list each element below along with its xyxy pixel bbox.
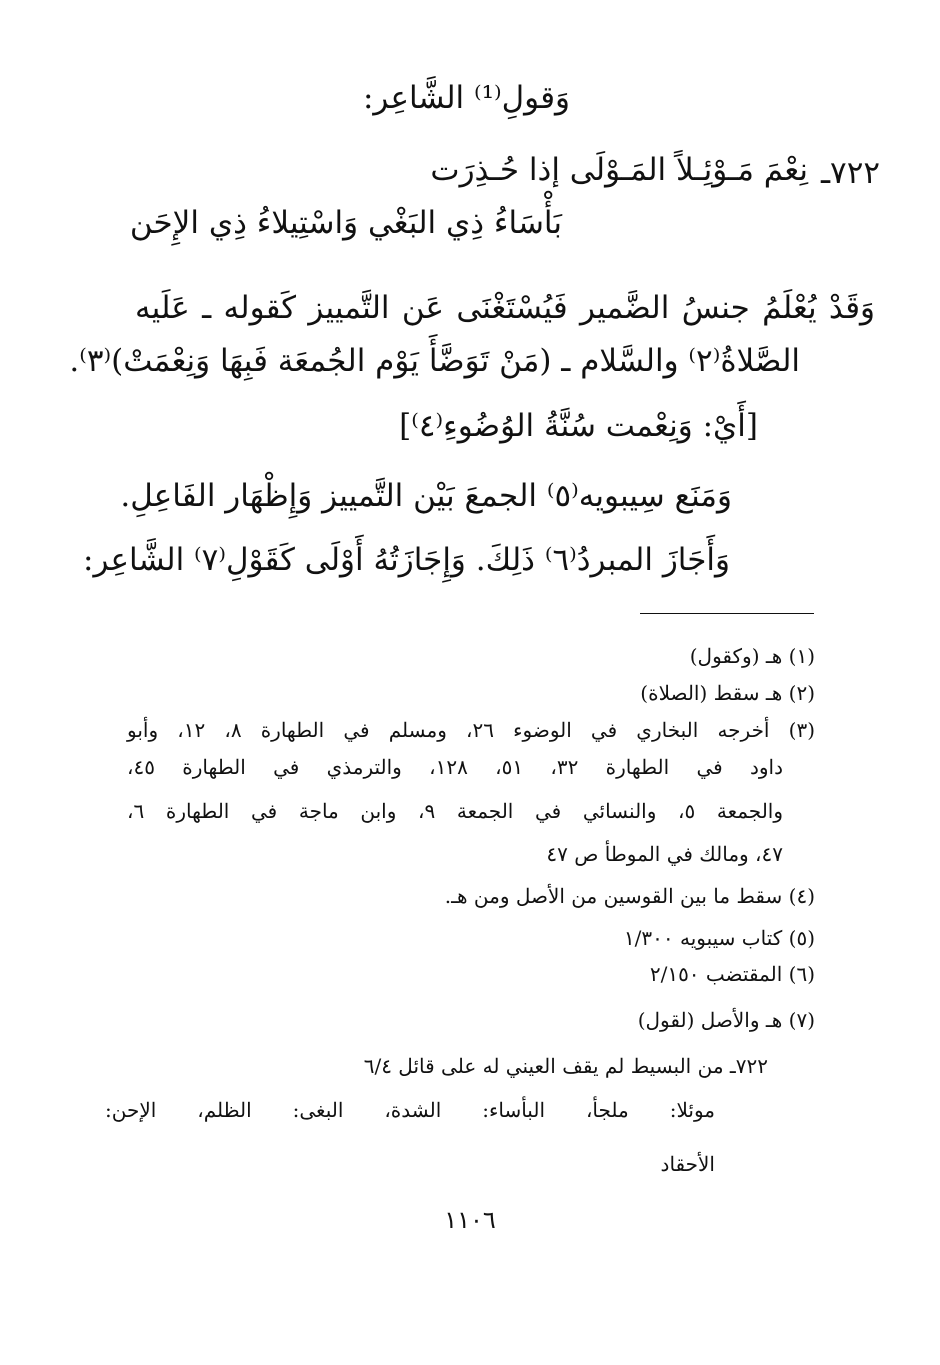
page-number: ١١٠٦ [444,1206,496,1234]
footnote-3-line-3: والجمعة ٥، والنسائي في الجمعة ٩، وابن ماجة في الطهارة ٦، [127,799,784,823]
paragraph-1-line-1: وَقَدْ يُعْلَمُ جنسُ الضَّمير فَيُسْتَغْنَى عَن التَّمييز كَقوله ـ عَلَيه [135,290,875,326]
paragraph-3: وَأَجَازَ المبردُ⁽٦⁾ ذَلِكَ. وَإِجَازَتُهُ أَوْلَى كَقَوْلِ⁽٧⁾ الشَّاعِر: [83,542,730,578]
verse-note-line-1: ٧٢٢ـ من البسيط لم يقف العيني له على قائل ٦/٤ [363,1054,768,1078]
footnote-7: (٧) هـ والأصل (لقول) [637,1008,815,1032]
paragraph-2: وَمَنَع سِيبويه⁽٥⁾ الجمعَ بَيْن التَّمييز وَإِظْهَار الفَاعِلِ. [120,478,732,514]
verse-hemistich-1: نِعْمَ مَـوْئِـلاً المَـوْلَى إذا حُـذِرَت [430,152,808,188]
intro-line: وَقولِ⁽¹⁾ الشَّاعِر: [362,80,570,116]
footnote-4: (٤) سقط ما بين القوسين من الأصل ومن هـ. [444,884,815,908]
footnote-3-line-1: (٣) أخرجه البخاري في الوضوء ٢٦، ومسلم في الطهارة ٨، ١٢، وأبو [127,718,816,742]
footnote-separator [640,613,814,614]
footnote-3-line-4: ٤٧، ومالك في الموطأ ص ٤٧ [546,842,783,866]
footnote-6: (٦) المقتضب ٢/١٥٠ [649,962,815,986]
footnote-1: (١) هـ (وكقول) [689,644,815,668]
footnote-3-line-2: داود في الطهارة ٣٢، ٥١، ١٢٨، والترمذي في الطهارة ٤٥، [127,755,784,779]
verse-hemistich-2: بَأْسَاءُ ذِي البَغْي وَاسْتِيلاءُ ذِي الإِحَن [129,205,562,241]
paragraph-1-line-3: [أَيْ: وَنِعْمت سُنَّةُ الوُضُوءِ⁽٤⁾] [399,408,758,444]
paragraph-1-line-2: الصَّلاةُ⁽٢⁾ والسَّلام ـ (مَنْ تَوَضَّأَ يَوْم الجُمعَة فَبِهَا وَنِعْمَتْ)⁽٣⁾. [69,343,800,379]
verse-number: ٧٢٢ـ [820,155,880,191]
verse-note-line-3: الأحقاد [660,1152,715,1176]
footnote-2: (٢) هـ سقط (الصلاة) [640,681,815,705]
verse-note-line-2: موئلا: ملجأ، البأساء: الشدة، البغى: الظلم، الإحن: [105,1098,715,1122]
footnote-5: (٥) كتاب سيبويه ١/٣٠٠ [623,926,815,950]
